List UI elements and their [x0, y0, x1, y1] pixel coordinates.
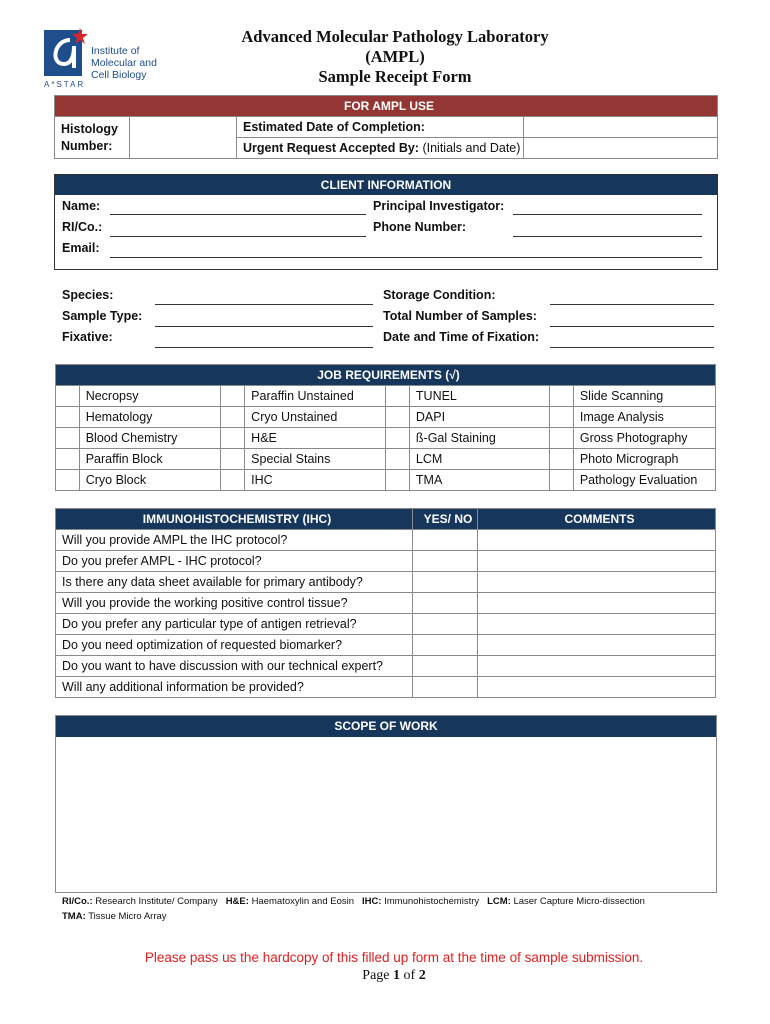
job-checkbox[interactable]: [550, 407, 574, 428]
page-number: Page 1 of 2: [362, 968, 426, 983]
ihc-question: Do you prefer any particular type of antigen retrieval?: [56, 614, 413, 635]
pi-label: Principal Investigator:: [373, 199, 505, 213]
job-row: [56, 449, 716, 470]
ihc-header: IMMUNOHISTOCHEMISTRY (IHC): [56, 509, 413, 530]
estimated-date-label: Estimated Date of Completion:: [237, 117, 524, 138]
urgent-request-label: Urgent Request Accepted By: (Initials and Date): [237, 138, 524, 159]
job-option-label: Blood Chemistry: [79, 428, 221, 449]
ampl-logo-icon: [44, 24, 90, 80]
email-label: Email:: [62, 241, 100, 255]
ihc-yes-no-field[interactable]: [413, 593, 478, 614]
job-option-label: Slide Scanning: [573, 386, 715, 407]
ihc-comment-field[interactable]: [478, 656, 716, 677]
fixation-time-field[interactable]: [550, 347, 714, 348]
job-checkbox[interactable]: [221, 407, 245, 428]
job-checkbox[interactable]: [386, 407, 410, 428]
fixation-time-label: Date and Time of Fixation:: [383, 330, 540, 344]
job-checkbox[interactable]: [56, 449, 80, 470]
ihc-question: Do you prefer AMPL - IHC protocol?: [56, 551, 413, 572]
job-option-label: Paraffin Block: [79, 449, 221, 470]
job-option-label: Cryo Block: [79, 470, 221, 491]
ihc-question: Is there any data sheet available for primary antibody?: [56, 572, 413, 593]
job-option-label: DAPI: [409, 407, 549, 428]
job-row: [56, 428, 716, 449]
ihc-question: Do you need optimization of requested biomarker?: [56, 635, 413, 656]
ihc-table: [55, 508, 716, 698]
ihc-yes-no-field[interactable]: [413, 551, 478, 572]
ihc-comment-field[interactable]: [478, 677, 716, 698]
ihc-comment-field[interactable]: [478, 614, 716, 635]
job-checkbox[interactable]: [386, 386, 410, 407]
job-option-label: H&E: [245, 428, 386, 449]
sample-type-field[interactable]: [155, 326, 373, 327]
ihc-comment-field[interactable]: [478, 635, 716, 656]
logo-text: Institute of Molecular and Cell Biology: [91, 45, 157, 81]
job-checkbox[interactable]: [56, 470, 80, 491]
job-option-label: TMA: [409, 470, 549, 491]
job-checkbox[interactable]: [56, 428, 80, 449]
job-option-label: Paraffin Unstained: [245, 386, 386, 407]
ihc-yes-no-field[interactable]: [413, 677, 478, 698]
name-label: Name:: [62, 199, 101, 213]
job-option-label: Special Stains: [245, 449, 386, 470]
storage-label: Storage Condition:: [383, 288, 496, 302]
job-checkbox[interactable]: [221, 449, 245, 470]
ihc-comment-field[interactable]: [478, 551, 716, 572]
job-option-label: Gross Photography: [573, 428, 715, 449]
ihc-question: Will any additional information be provided?: [56, 677, 413, 698]
total-samples-label: Total Number of Samples:: [383, 309, 537, 323]
ihc-comment-field[interactable]: [478, 572, 716, 593]
rico-label: RI/Co.:: [62, 220, 103, 234]
ihc-comment-field[interactable]: [478, 593, 716, 614]
ihc-question-row: [56, 656, 716, 677]
job-checkbox[interactable]: [221, 428, 245, 449]
job-checkbox[interactable]: [56, 386, 80, 407]
job-row: [56, 407, 716, 428]
yes-no-header: YES/ NO: [413, 509, 478, 530]
ihc-question: Will you provide the working positive control tissue?: [56, 593, 413, 614]
ihc-yes-no-field[interactable]: [413, 614, 478, 635]
job-requirements-table: [55, 364, 716, 491]
job-option-label: Photo Micrograph: [573, 449, 715, 470]
email-field[interactable]: [110, 257, 702, 258]
comments-header: COMMENTS: [478, 509, 716, 530]
ampl-use-header: FOR AMPL USE: [55, 96, 718, 117]
histology-label: Histology Number:: [55, 117, 130, 159]
job-option-label: TUNEL: [409, 386, 549, 407]
pi-field[interactable]: [513, 214, 702, 215]
rico-field[interactable]: [110, 236, 366, 237]
job-checkbox[interactable]: [550, 470, 574, 491]
job-checkbox[interactable]: [550, 449, 574, 470]
client-info-header: CLIENT INFORMATION: [55, 175, 717, 195]
ihc-question-row: [56, 635, 716, 656]
ihc-comment-field[interactable]: [478, 530, 716, 551]
abbreviation-legend: RI/Co.: Research Institute/ Company H&E: Haematoxylin and Eosin IHC: Immunohistochemistry LCM: Laser Capture Micro-dissection TMA: Tissue Micro Array: [62, 896, 645, 922]
species-field[interactable]: [155, 304, 373, 305]
job-checkbox[interactable]: [550, 428, 574, 449]
job-option-label: IHC: [245, 470, 386, 491]
job-checkbox[interactable]: [386, 449, 410, 470]
job-checkbox[interactable]: [386, 428, 410, 449]
submission-notice: Please pass us the hardcopy of this filled up form at the time of sample submission.: [144, 950, 644, 965]
scope-box: [55, 715, 717, 893]
fixative-label: Fixative:: [62, 330, 113, 344]
logo-org: A*STAR: [44, 80, 86, 89]
job-option-label: ß-Gal Staining: [409, 428, 549, 449]
scope-field[interactable]: [56, 737, 716, 892]
job-checkbox[interactable]: [56, 407, 80, 428]
job-option-label: Image Analysis: [573, 407, 715, 428]
name-field[interactable]: [110, 214, 366, 215]
job-checkbox[interactable]: [550, 386, 574, 407]
page-title: Advanced Molecular Pathology Laboratory (AMPL) Sample Receipt Form: [241, 27, 549, 86]
ihc-yes-no-field[interactable]: [413, 572, 478, 593]
job-option-label: Pathology Evaluation: [573, 470, 715, 491]
urgent-request-field[interactable]: [524, 138, 718, 159]
sample-type-label: Sample Type:: [62, 309, 143, 323]
ihc-yes-no-field[interactable]: [413, 656, 478, 677]
ihc-question: Will you provide AMPL the IHC protocol?: [56, 530, 413, 551]
job-checkbox[interactable]: [221, 386, 245, 407]
ampl-use-table: [54, 95, 718, 159]
estimated-date-field[interactable]: [524, 117, 718, 138]
job-option-label: Hematology: [79, 407, 221, 428]
ihc-question: Do you want to have discussion with our technical expert?: [56, 656, 413, 677]
job-row: [56, 386, 716, 407]
job-row: [56, 470, 716, 491]
phone-field[interactable]: [513, 236, 702, 237]
ihc-yes-no-field[interactable]: [413, 635, 478, 656]
species-label: Species:: [62, 288, 114, 302]
ihc-question-row: [56, 593, 716, 614]
job-option-label: Necropsy: [79, 386, 221, 407]
storage-field[interactable]: [550, 304, 714, 305]
histology-number-field[interactable]: [130, 117, 237, 159]
ihc-question-row: [56, 614, 716, 635]
scope-header: SCOPE OF WORK: [56, 716, 716, 737]
ihc-question-row: [56, 551, 716, 572]
job-option-label: LCM: [409, 449, 549, 470]
job-requirements-header: JOB REQUIREMENTS (√): [56, 365, 716, 386]
ihc-yes-no-field[interactable]: [413, 530, 478, 551]
total-samples-field[interactable]: [550, 326, 714, 327]
ihc-question-row: [56, 572, 716, 593]
ihc-question-row: [56, 530, 716, 551]
job-checkbox[interactable]: [386, 470, 410, 491]
fixative-field[interactable]: [155, 347, 373, 348]
phone-label: Phone Number:: [373, 220, 467, 234]
logo: [44, 24, 164, 90]
job-option-label: Cryo Unstained: [245, 407, 386, 428]
job-checkbox[interactable]: [221, 470, 245, 491]
ihc-question-row: [56, 677, 716, 698]
